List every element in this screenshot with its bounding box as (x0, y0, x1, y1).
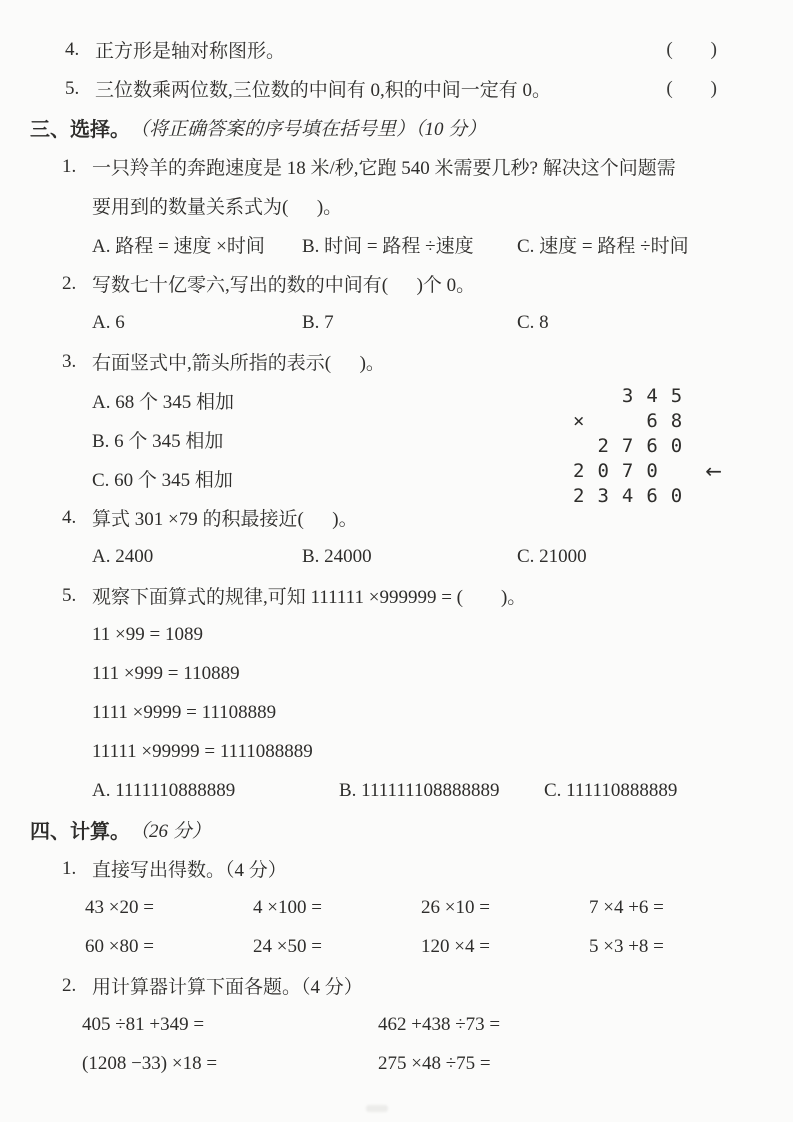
question-text: 一只羚羊的奔跑速度是 18 米/秒,它跑 540 米需要几秒? 解决这个问题需 (92, 158, 676, 179)
pattern-line-3 (30, 693, 763, 732)
expression: 60 ×80 = (85, 935, 154, 957)
expression: 43 ×20 = (85, 896, 154, 918)
section-four-heading (30, 810, 763, 849)
option-c: C. 21000 (517, 545, 587, 567)
option-a: A. 1111110888889 (92, 779, 236, 801)
option-c: C. 速度 = 路程 ÷时间 (517, 236, 689, 257)
question-text: 右面竖式中,箭头所指的表示( )。 (92, 353, 385, 374)
option-b: B. 24000 (302, 545, 372, 567)
pattern-line-2 (30, 654, 763, 693)
question-text: 写数七十亿零六,写出的数的中间有( )个 0。 (92, 275, 476, 296)
option-a: A. 路程 = 速度 ×时间 (92, 236, 265, 257)
option-b: B. 111111108888889 (339, 779, 500, 801)
pattern-equation: 111 ×999 = 110889 (92, 662, 240, 684)
calc-sub2-row2 (30, 1044, 763, 1083)
option-a: A. 2400 (92, 545, 154, 567)
pattern-equation: 11111 ×99999 = 1111088889 (92, 740, 313, 762)
pattern-line-4 (30, 732, 763, 771)
question-number: 1. (62, 155, 77, 177)
question-text: 算式 301 ×79 的积最接近( )。 (92, 509, 358, 530)
choice-q2-options (30, 303, 763, 342)
multiplier-row: × 68 (573, 409, 696, 432)
option-c: C. 111110888889 (544, 779, 678, 801)
choice-q4-options (30, 537, 763, 576)
choice-q1-line2 (30, 186, 763, 225)
expression: 462 +438 ÷73 = (378, 1013, 501, 1035)
item-number: 5. (65, 77, 80, 99)
option-b: B. 7 (302, 311, 334, 333)
answer-blank: ( ) (666, 77, 717, 99)
section-title: 三、选择。 (30, 119, 130, 141)
truefalse-item-4 (30, 30, 763, 69)
vertical-multiplication (573, 383, 722, 508)
expression: 24 ×50 = (253, 935, 322, 957)
choice-q1-options (30, 225, 763, 264)
item-text: 正方形是轴对称图形。 (95, 41, 286, 62)
question-number: 4. (62, 506, 77, 528)
pattern-equation: 11 ×99 = 1089 (92, 623, 203, 645)
expression: 405 ÷81 +349 = (82, 1013, 205, 1035)
choice-q3 (30, 342, 763, 381)
expression: 4 ×100 = (253, 896, 322, 918)
pattern-equation: 1111 ×9999 = 11108889 (92, 701, 277, 723)
subsection-number: 1. (62, 857, 77, 879)
calc-sub1-row2 (30, 927, 763, 966)
calc-sub2-row1 (30, 1005, 763, 1044)
question-number: 3. (62, 350, 77, 372)
calc-sub2-title (30, 966, 763, 1005)
item-number: 4. (65, 38, 80, 60)
choice-q5-options (30, 771, 763, 810)
expression: 120 ×4 = (421, 935, 490, 957)
product-row: 23460 (573, 484, 696, 507)
question-text: 观察下面算式的规律,可知 111111 ×999999 = ( )。 (92, 587, 527, 608)
question-number: 2. (62, 272, 77, 294)
answer-blank: ( ) (666, 38, 717, 60)
pattern-line-1 (30, 615, 763, 654)
section-title: 四、计算。 (30, 821, 130, 843)
item-text: 三位数乘两位数,三位数的中间有 0,积的中间一定有 0。 (95, 80, 552, 101)
choice-q1-line1 (30, 147, 763, 186)
subsection-number: 2. (62, 974, 77, 996)
expression: 5 ×3 +8 = (589, 935, 664, 957)
option-a: A. 6 (92, 311, 125, 333)
expression: (1208 −33) ×18 = (82, 1052, 218, 1074)
multiplicand-row: 345 (573, 384, 696, 407)
section-note: （26 分） (130, 821, 211, 842)
question-number: 5. (62, 584, 77, 606)
partial-product-row-2 (573, 458, 722, 483)
option-b: B. 6 个 345 相加 (92, 431, 224, 452)
expression: 7 ×4 +6 = (589, 896, 664, 918)
partial-product-row-1: 2760 (573, 434, 696, 457)
calc-sub1-title (30, 849, 763, 888)
scan-smudge (366, 1105, 388, 1112)
partial-product-digits: 2070 (573, 459, 696, 482)
choice-q5 (30, 576, 763, 615)
option-a: A. 68 个 345 相加 (92, 392, 234, 413)
expression: 275 ×48 ÷75 = (378, 1052, 491, 1074)
choice-q2 (30, 264, 763, 303)
truefalse-item-5 (30, 69, 763, 108)
option-c: C. 8 (517, 311, 549, 333)
subsection-title: 用计算器计算下面各题。（4 分） (92, 977, 363, 998)
question-text: 要用到的数量关系式为( )。 (92, 197, 343, 218)
option-c: C. 60 个 345 相加 (92, 470, 233, 491)
section-note: （将正确答案的序号填在括号里）（10 分） (130, 119, 487, 140)
left-arrow-icon: ← (705, 458, 722, 483)
calc-sub1-row1 (30, 888, 763, 927)
option-b: B. 时间 = 路程 ÷速度 (302, 236, 474, 257)
subsection-title: 直接写出得数。（4 分） (92, 860, 287, 881)
expression: 26 ×10 = (421, 896, 490, 918)
section-three-heading (30, 108, 763, 147)
